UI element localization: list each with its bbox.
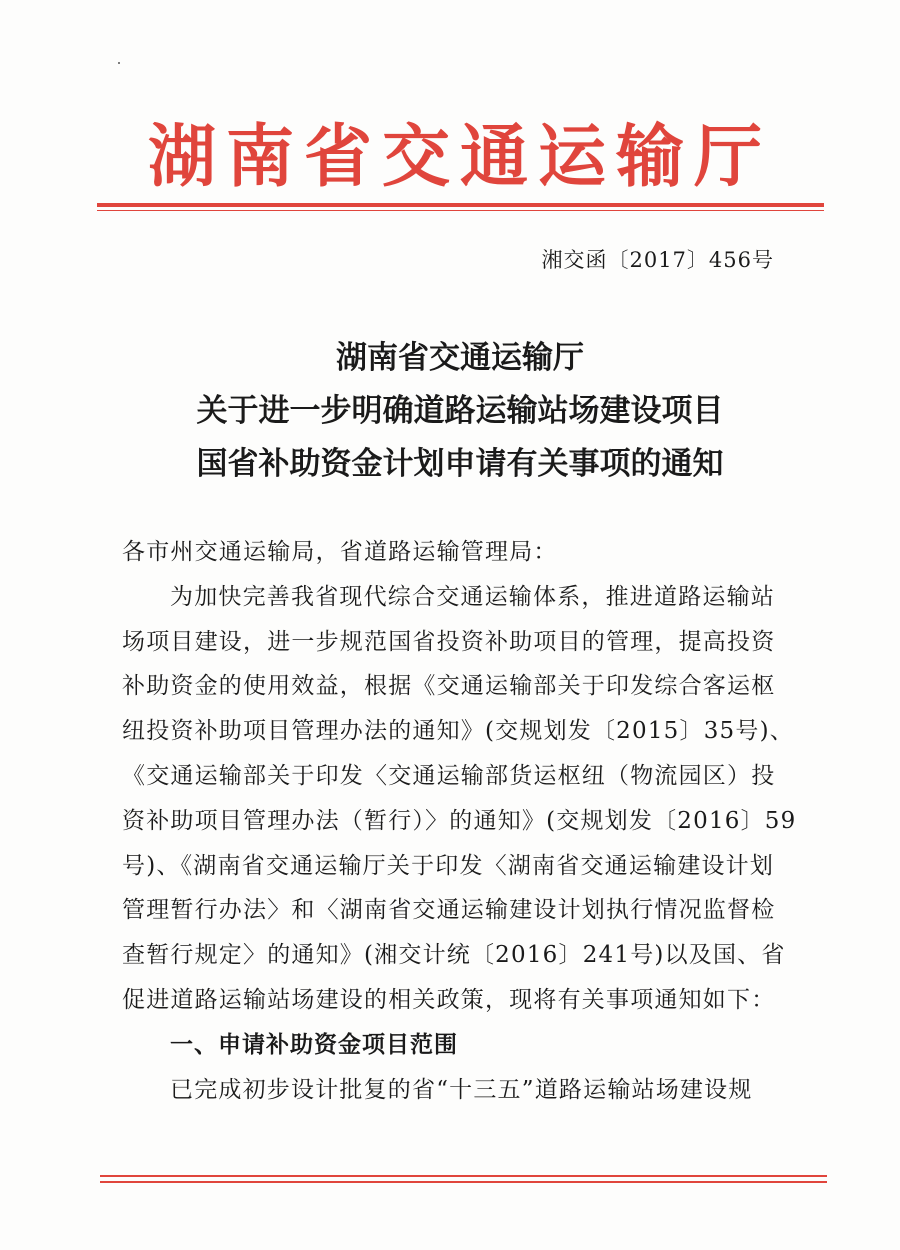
title-line-2: 关于进一步明确道路运输站场建设项目 <box>196 393 724 429</box>
body-line: 资补助项目管理办法（暂行）〉的通知》(交规划发〔2016〕59 <box>122 807 797 834</box>
letterhead-title: 湖南省交通运输厅 <box>147 117 772 197</box>
document-body <box>122 530 802 1112</box>
footer-rule-bottom <box>100 1181 827 1183</box>
body-line: 已完成初步设计批复的省“十三五”道路运输站场建设规 <box>170 1076 753 1103</box>
body-line: 促进道路运输站场建设的相关政策，现将有关事项通知如下： <box>122 986 776 1013</box>
section-heading: 一、申请补助资金项目范围 <box>170 1031 458 1058</box>
letterhead-rule-thick <box>97 203 824 207</box>
body-line: 为加快完善我省现代综合交通运输体系，推进道路运输站 <box>170 583 775 610</box>
letterhead-rule-thin <box>97 210 824 211</box>
document-title <box>100 332 820 491</box>
body-line: 查暂行规定〉的通知》(湘交计统〔2016〕241号)以及国、省 <box>122 942 786 969</box>
body-line: 补助资金的使用效益，根据《交通运输部关于印发综合客运枢 <box>122 673 776 700</box>
scan-speck <box>118 62 120 64</box>
salutation: 各市州交通运输局，省道路运输管理局： <box>122 539 558 565</box>
title-line-1: 湖南省交通运输厅 <box>336 340 584 376</box>
body-line: 《交通运输部关于印发〈交通运输部货运枢纽（物流园区）投 <box>122 762 776 789</box>
body-line: 纽投资补助项目管理办法的通知》(交规划发〔2015〕35号)、 <box>122 718 794 745</box>
body-line: 管理暂行办法〉和〈湖南省交通运输建设计划执行情况监督检 <box>122 897 776 924</box>
title-line-3: 国省补助资金计划申请有关事项的通知 <box>196 446 724 482</box>
body-line: 号)、《湖南省交通运输厅关于印发〈湖南省交通运输建设计划 <box>122 852 775 879</box>
document-number: 湘交函〔2017〕456号 <box>541 248 774 272</box>
footer-rule-top <box>100 1175 827 1177</box>
body-line: 场项目建设，进一步规范国省投资补助项目的管理，提高投资 <box>122 628 776 655</box>
